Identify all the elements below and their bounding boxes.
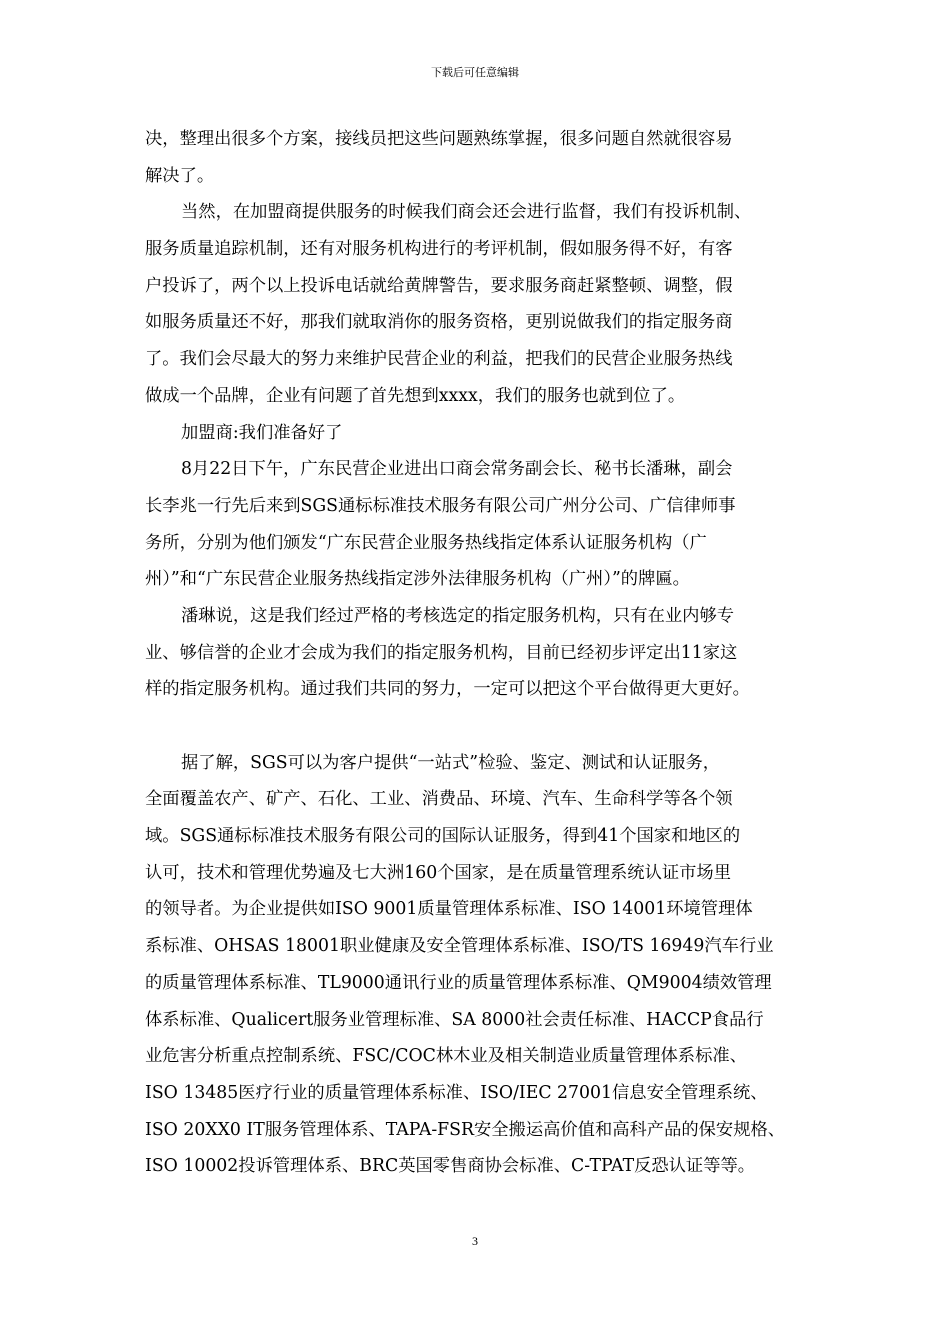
text-line: ISO 20XX0 IT服务管理体系、TAPA-FSR安全搬运高价值和高科产品的保安规格、 bbox=[145, 1119, 786, 1140]
text-line: 如服务质量还不好，那我们就取消你的服务资格，更别说做我们的指定服务商 bbox=[145, 312, 733, 333]
text-line: ISO 13485医疗行业的质量管理体系标准、ISO/IEC 27001信息安全管理系统、 bbox=[145, 1082, 768, 1103]
paragraph-gap bbox=[145, 708, 809, 745]
text-line: 业危害分析重点控制系统、FSC/COC林木业及相关制造业质量管理体系标准、 bbox=[145, 1046, 747, 1067]
text-line: 决，整理出很多个方案，接线员把这些问题熟练掌握，很多问题自然就很容易 bbox=[145, 129, 733, 149]
paragraph-start-line: 据了解，SGS可以为客户提供“一站式”检验、鉴定、测试和认证服务， bbox=[181, 752, 721, 773]
text-line: 样的指定服务机构。通过我们共同的努力，一定可以把这个平台做得更大更好。 bbox=[145, 679, 750, 700]
paragraph-start-line: 8月22日下午，广东民营企业进出口商会常务副会长、秘书长潘琳，副会 bbox=[181, 459, 733, 480]
paragraph-start-line: 当然，在加盟商提供服务的时候我们商会还会进行监督，我们有投诉机制、 bbox=[181, 202, 752, 223]
page-header: 下载后可任意编辑 bbox=[431, 66, 519, 79]
text-line: 服务质量追踪机制，还有对服务机构进行的考评机制，假如服务得不好，有客 bbox=[145, 239, 733, 260]
text-line: 务所，分别为他们颁发“广东民营企业服务热线指定体系认证服务机构（广 bbox=[145, 532, 707, 553]
text-line: 体系标准、Qualicert服务业管理标准、SA 8000社会责任标准、HACCP食品行 bbox=[145, 1009, 764, 1030]
text-line: 认可，技术和管理优势遍及七大洲160个国家，是在质量管理系统认证市场里 bbox=[145, 862, 731, 883]
text-line: 做成一个品牌，企业有问题了首先想到xxxx，我们的服务也就到位了。 bbox=[145, 385, 686, 406]
text-line: ISO 10002投诉管理体系、BRC英国零售商协会标准、C-TPAT反恐认证等等。 bbox=[145, 1156, 756, 1177]
section-heading-line: 加盟商:我们准备好了 bbox=[181, 422, 343, 443]
text-line: 的领导者。为企业提供如ISO 9001质量管理体系标准、ISO 14001环境管理体 bbox=[145, 899, 753, 920]
text-line: 业、够信誉的企业才会成为我们的指定服务机构，目前已经初步评定出11家这 bbox=[145, 642, 738, 663]
paragraph-start-line: 潘琳说，这是我们经过严格的考核选定的指定服务机构，只有在业内够专 bbox=[181, 605, 735, 626]
text-line: 的质量管理体系标准、TL9000通讯行业的质量管理体系标准、QM9004绩效管理 bbox=[145, 972, 772, 993]
text-line: 系标准、OHSAS 18001职业健康及安全管理体系标准、ISO/TS 16949汽车行业 bbox=[145, 936, 774, 957]
text-line: 了。我们会尽最大的努力来维护民营企业的利益，把我们的民营企业服务热线 bbox=[145, 349, 733, 370]
text-line: 全面覆盖农产、矿产、石化、工业、消费品、环境、汽车、生命科学等各个领 bbox=[145, 789, 733, 810]
text-line: 解决了。 bbox=[145, 165, 215, 186]
text-line: 长李兆一行先后来到SGS通标标准技术服务有限公司广州分公司、广信律师事 bbox=[145, 495, 736, 516]
text-line: 域。SGS通标标准技术服务有限公司的国际认证服务，得到41个国家和地区的 bbox=[145, 826, 741, 847]
text-line: 州）”和“广东民营企业服务热线指定涉外法律服务机构（广州）”的牌匾。 bbox=[145, 569, 690, 590]
document-body bbox=[145, 121, 809, 1185]
page-number: 3 bbox=[472, 1234, 478, 1248]
text-line: 户投诉了，两个以上投诉电话就给黄牌警告，要求服务商赶紧整顿、调整，假 bbox=[145, 275, 733, 296]
